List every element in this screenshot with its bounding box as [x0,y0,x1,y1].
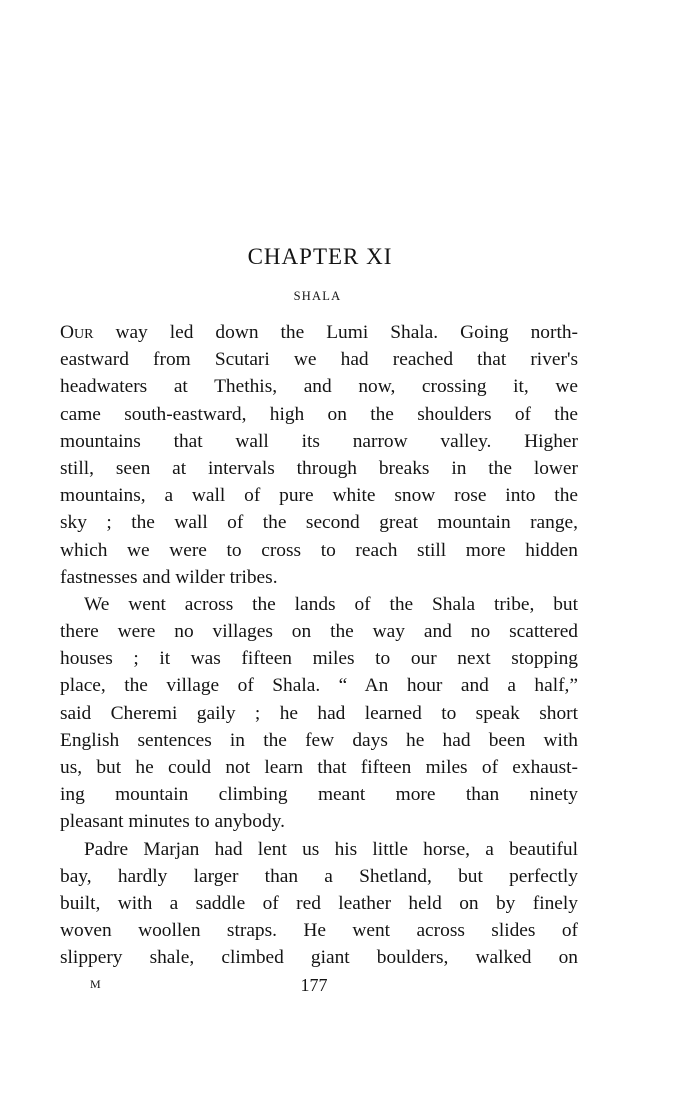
text-line: houses ; it was fifteen miles to our next stopping [60,648,578,670]
text-line: headwaters at Thethis, and now, crossing it, we [60,376,578,398]
text-line: came south-eastward, high on the shoulders of the [60,403,578,425]
chapter-title: CHAPTER XI [247,244,393,269]
text-line: there were no villages on the way and no scattered [60,621,578,643]
text-line: slippery shale, climbed giant boulders, walked on [60,947,578,969]
text-line: eastward from Scutari we had reached that river's [60,349,578,371]
text-line: built, with a saddle of red leather held on by finely [60,892,578,914]
text-line: ing mountain climbing meant more than ninety [60,784,578,806]
body-text [60,319,578,972]
text-line: mountains that wall its narrow valley. Higher [60,430,578,452]
text-line: us, but he could not learn that fifteen miles of exhaust- [60,757,578,778]
text-line: said Cheremi gaily ; he had learned to speak short [60,702,578,724]
text-line: which we were to cross to reach still more hidden [60,539,578,561]
text-line: bay, hardly larger than a Shetland, but perfectly [60,865,578,887]
text-line: Padre Marjan had lent us his little horse, a beautiful [84,838,578,860]
lead-word: Our [60,322,94,343]
signature-mark: M [90,977,102,991]
text-line: We went across the lands of the Shala tribe, but [84,593,578,615]
text-line: mountains, a wall of pure white snow rose into the [60,485,578,507]
text-line: English sentences in the few days he had been with [60,729,578,751]
text-line: still, seen at intervals through breaks in the lower [60,457,578,479]
section-title: SHALA [293,289,342,303]
text-line: pleasant minutes to anybody. [60,811,285,833]
page-number: 177 [300,975,328,995]
text-line: Our way led down the Lumi Shala. Going north- [60,322,578,343]
text-line: sky ; the wall of the second great mountain range, [60,512,578,534]
text-line: fastnesses and wilder tribes. [60,566,278,588]
text-line: place, the village of Shala. “ An hour and a half,” [60,675,578,697]
text-line: woven woollen straps. He went across slides of [60,920,578,942]
